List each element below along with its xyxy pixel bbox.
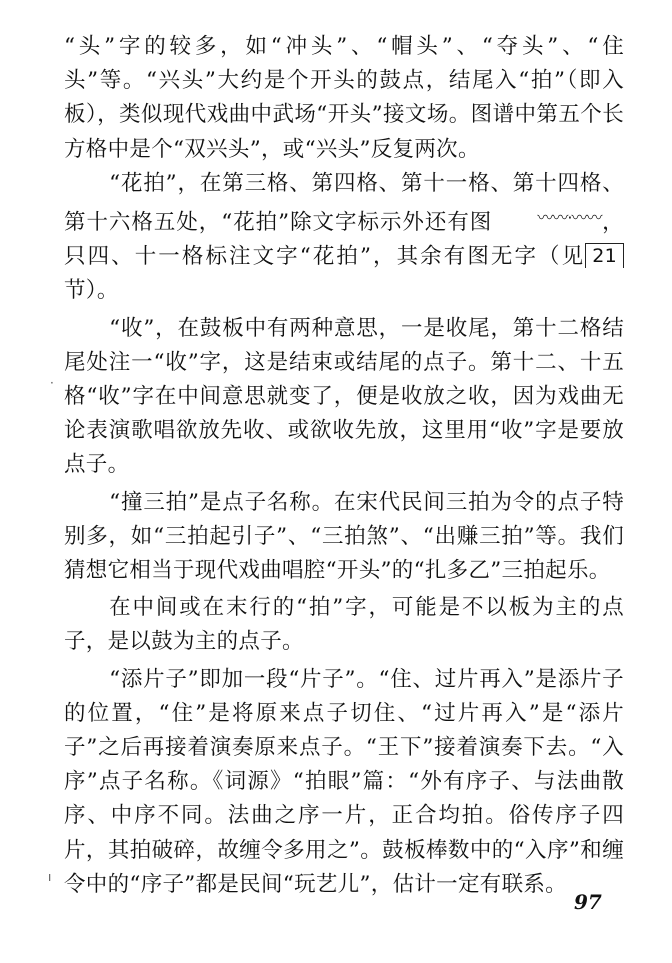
paragraph-4: “撞三拍”是点子名称。在宋代民间三拍为令的点子特别多，如“三拍起引子”、“三拍煞”、“出赚三拍”等。我们猜想它相当于现代戏曲唱腔“开头”的“扎多乙”三拍起乐。: [64, 489, 624, 584]
paragraph-1: “头”字的较多，如“冲头”、“帽头”、“夺头”、“住头”等。“兴头”大约是个开头的鼓点，结尾入“拍”（即入板），类似现代戏曲中武场“开头”接文场。图谱中第五个长方格中是个“双兴头”，或“兴头”反复两次。: [64, 34, 624, 162]
wavy-line-symbol: 〰〰·〰〰: [537, 208, 602, 228]
boxed-reference-number: 21: [585, 243, 624, 268]
margin-speck: ·: [50, 376, 54, 390]
paragraph-6: “添片子”即加一段“片子”。“住、过片再入”是添片子的位置，“住”是将原来点子切住、“过片再入”是“添片子”之后再接着演奏原来点子。“王下”接着演奏下去。“入序”点子名称。《词源》“拍眼”篇：“外有序子、与法曲散序、中序不同。法曲之序一片，正合均拍。俗传序子四片，其拍破碎，故缠令多用之”。鼓板棒数中的“入序”和缠令中的“序子”都是民间“玩艺儿”，估计一定有联系。: [64, 666, 624, 897]
paragraph-5: 在中间或在末行的“拍”字，可能是不以板为主的点子，是以鼓为主的点子。: [64, 595, 624, 655]
paragraph-3: “收”，在鼓板中有两种意思，一是收尾，第十二格结尾处注一“收”字，这是结束或结尾的点子。第十二、十五格“收”字在中间意思就变了，便是收放之收，因为戏曲无论表演歌唱欲放先收、或欲收先放，这里用“收”字是要放点子。: [64, 315, 624, 478]
body-text: [64, 30, 624, 902]
page-number: 97: [574, 890, 602, 914]
paragraph-2-text-middle: ，只四、十一格标注文字“花拍”，其余有图无字（见: [64, 210, 624, 270]
margin-tick: ı: [48, 870, 52, 884]
paragraph-2-text-end: 节）。: [64, 278, 119, 304]
paragraph-2: [64, 167, 624, 309]
paragraph-2-text-start: “花拍”，在第三格、第四格、第十一格、第十四格、第十六格五处，“花拍”除文字标示外还有图: [64, 170, 624, 236]
